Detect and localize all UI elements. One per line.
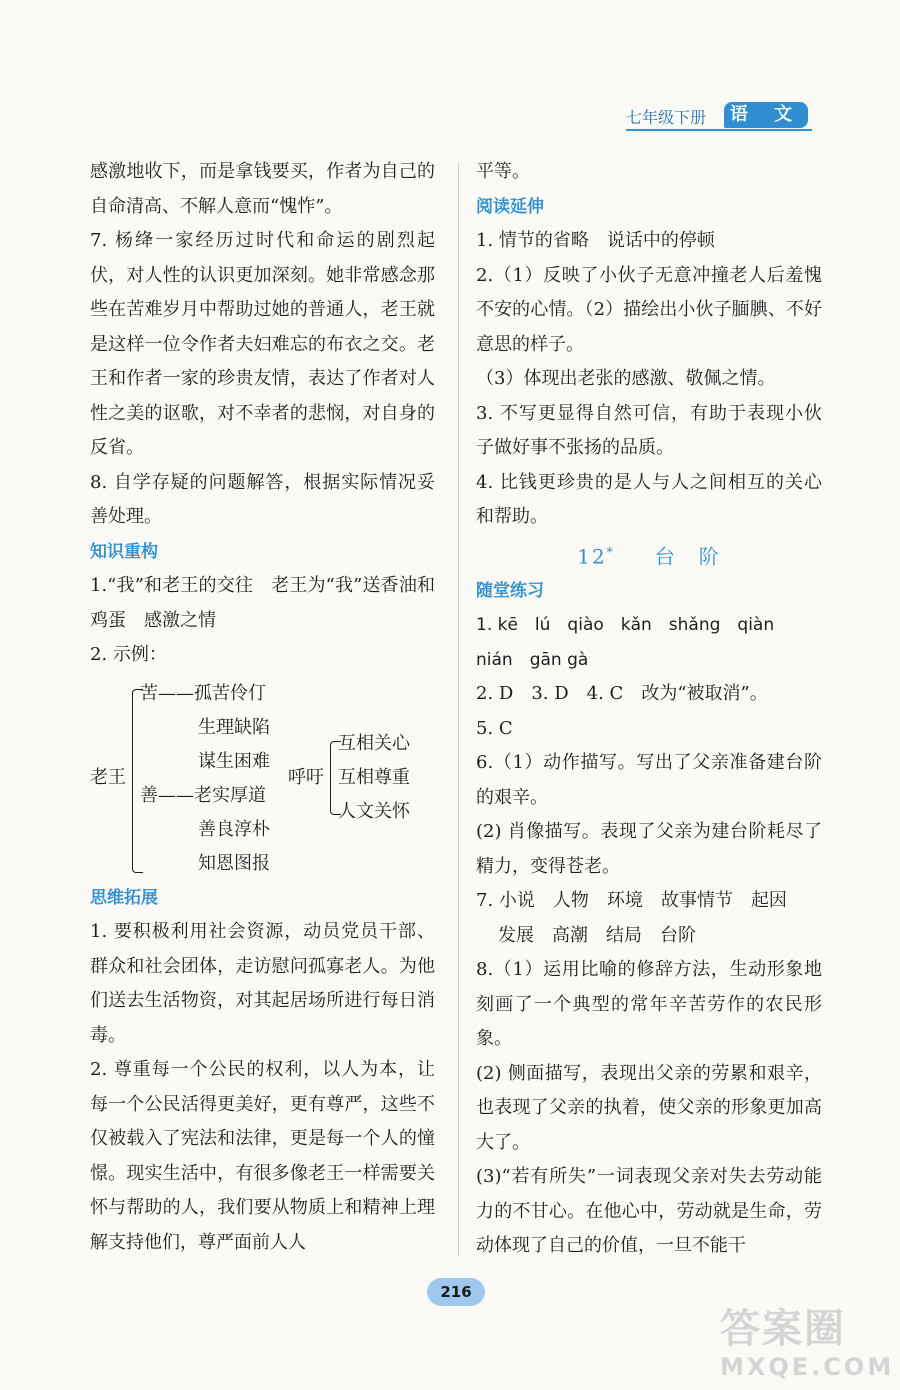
- knowledge-1: 1.“我”和老王的交往 老王为“我”送香油和鸡蛋 感激之情: [90, 575, 435, 631]
- diagram-ku-2: 生理缺陷: [198, 716, 270, 738]
- reading-2: 2.（1）反映了小伙子无意冲撞老人后羞愧不安的心情。（2）描绘出小伙子腼腆、不好意思的样子。: [476, 264, 822, 355]
- diagram-call-2: 互相尊重: [338, 766, 410, 788]
- lesson-name: 台 阶: [654, 544, 721, 569]
- practice-7b: 发展 高潮 结局 台阶: [498, 924, 696, 946]
- lesson-number: 12: [577, 544, 607, 569]
- header-tag: [626, 102, 816, 132]
- practice-5: 5. C: [476, 717, 513, 739]
- thinking-1: 1. 要积极利用社会资源，动员党员干部、群众和社会团体，走访慰问孤寡老人。为他们送去生活物资，对其起居场所进行每日消毒。: [90, 921, 435, 1046]
- answer-8: 8. 自学存疑的问题解答，根据实际情况妥善处理。: [90, 471, 435, 527]
- practice-8c: (3)“若有所失”一词表现父亲对失去劳动能力的不甘心。在他心中，劳动就是生命，劳动体现了自己的价值，一旦不能干: [476, 1166, 822, 1257]
- answer-7: 7. 杨绛一家经历过时代和命运的剧烈起伏，对人性的认识更加深刻。她非常感念那些在苦难岁月中帮助过她的普通人，老王就是这样一位令作者夫妇难忘的布衣之交。老王和作者一家的珍贵友情，表达了作者对人性之美的讴歌，对不幸者的悲悯，对自身的反省。: [90, 230, 435, 458]
- left-paragraph-1: 感激地收下，而是拿钱要买，作者为自己的自命清高、不解人意而“愧怍”。: [90, 161, 435, 217]
- lesson-mark: *: [606, 544, 615, 559]
- reading-2b: （3）体现出老张的感激、敬佩之情。: [476, 368, 776, 389]
- diagram-root: 老王: [90, 766, 126, 788]
- practice-6b: (2) 肖像描写。表现了父亲为建台阶耗尽了精力，变得苍老。: [476, 821, 822, 877]
- reading-1: 1. 情节的省略 说话中的停顿: [476, 230, 715, 251]
- header-underline: [626, 129, 812, 131]
- diagram-ku: 苦——孤苦伶仃: [140, 682, 266, 704]
- pinyin-line-2: nián gān gà: [476, 649, 589, 670]
- diagram-shan-2: 善良淳朴: [198, 818, 270, 840]
- practice-6a: 6.（1）动作描写。写出了父亲准备建台阶的艰辛。: [476, 752, 822, 808]
- left-column: [90, 155, 435, 1260]
- practice-8b: (2) 侧面描写，表现出父亲的劳累和艰辛，也表现了父亲的执着，使父亲的形象更加高大了。: [476, 1062, 822, 1153]
- right-column: [476, 155, 822, 1264]
- concept-diagram: [90, 677, 435, 881]
- watermark-logo: 答案圈: [720, 1306, 846, 1352]
- pinyin-line-1: 1. kē lú qiào kǎn shǎng qiàn: [476, 615, 775, 636]
- practice-2: 2. D 3. D 4. C 改为“被取消”。: [476, 683, 768, 705]
- diagram-call: 呼吁: [288, 766, 324, 788]
- watermark-site: MXQE.COM: [720, 1353, 895, 1381]
- grade-label: 七年级下册: [626, 108, 707, 127]
- diagram-shan: 善——老实厚道: [140, 784, 266, 806]
- right-paragraph-0: 平等。: [476, 161, 530, 182]
- watermark: [720, 1305, 895, 1385]
- practice-7a: 7. 小说 人物 环境 故事情节 起因: [476, 890, 787, 912]
- page-number: 216: [427, 1278, 485, 1306]
- knowledge-2: 2. 示例：: [90, 644, 167, 665]
- reading-3: 3. 不写更显得自然可信，有助于表现小伙子做好事不张扬的品质。: [476, 402, 822, 458]
- section-knowledge: 知识重构: [90, 541, 158, 562]
- diagram-ku-3: 谋生困难: [198, 750, 270, 772]
- column-divider: [458, 162, 459, 1257]
- diagram-call-1: 互相关心: [338, 732, 410, 754]
- subject-badge: 语 文: [724, 102, 808, 128]
- thinking-2: 2. 尊重每一个公民的权利，以人为本，让每一个公民活得更美好，更有尊严，这些不仅被载入了宪法和法律，更是每一个人的憧憬。现实生活中，有很多像老王一样需要关怀与帮助的人，我们要从物质上和精神上理解支持他们，尊严面前人人: [90, 1059, 435, 1253]
- lesson-title: [476, 535, 822, 574]
- section-thinking: 思维拓展: [90, 887, 158, 908]
- section-practice: 随堂练习: [476, 580, 544, 601]
- practice-8a: 8.（1）运用比喻的修辞方法，生动形象地刻画了一个典型的常年辛苦劳作的农民形象。: [476, 959, 822, 1050]
- section-reading: 阅读延伸: [476, 196, 544, 217]
- diagram-call-3: 人文关怀: [338, 800, 410, 822]
- diagram-shan-3: 知恩图报: [198, 852, 270, 874]
- reading-4: 4. 比钱更珍贵的是人与人之间相互的关心和帮助。: [476, 471, 822, 527]
